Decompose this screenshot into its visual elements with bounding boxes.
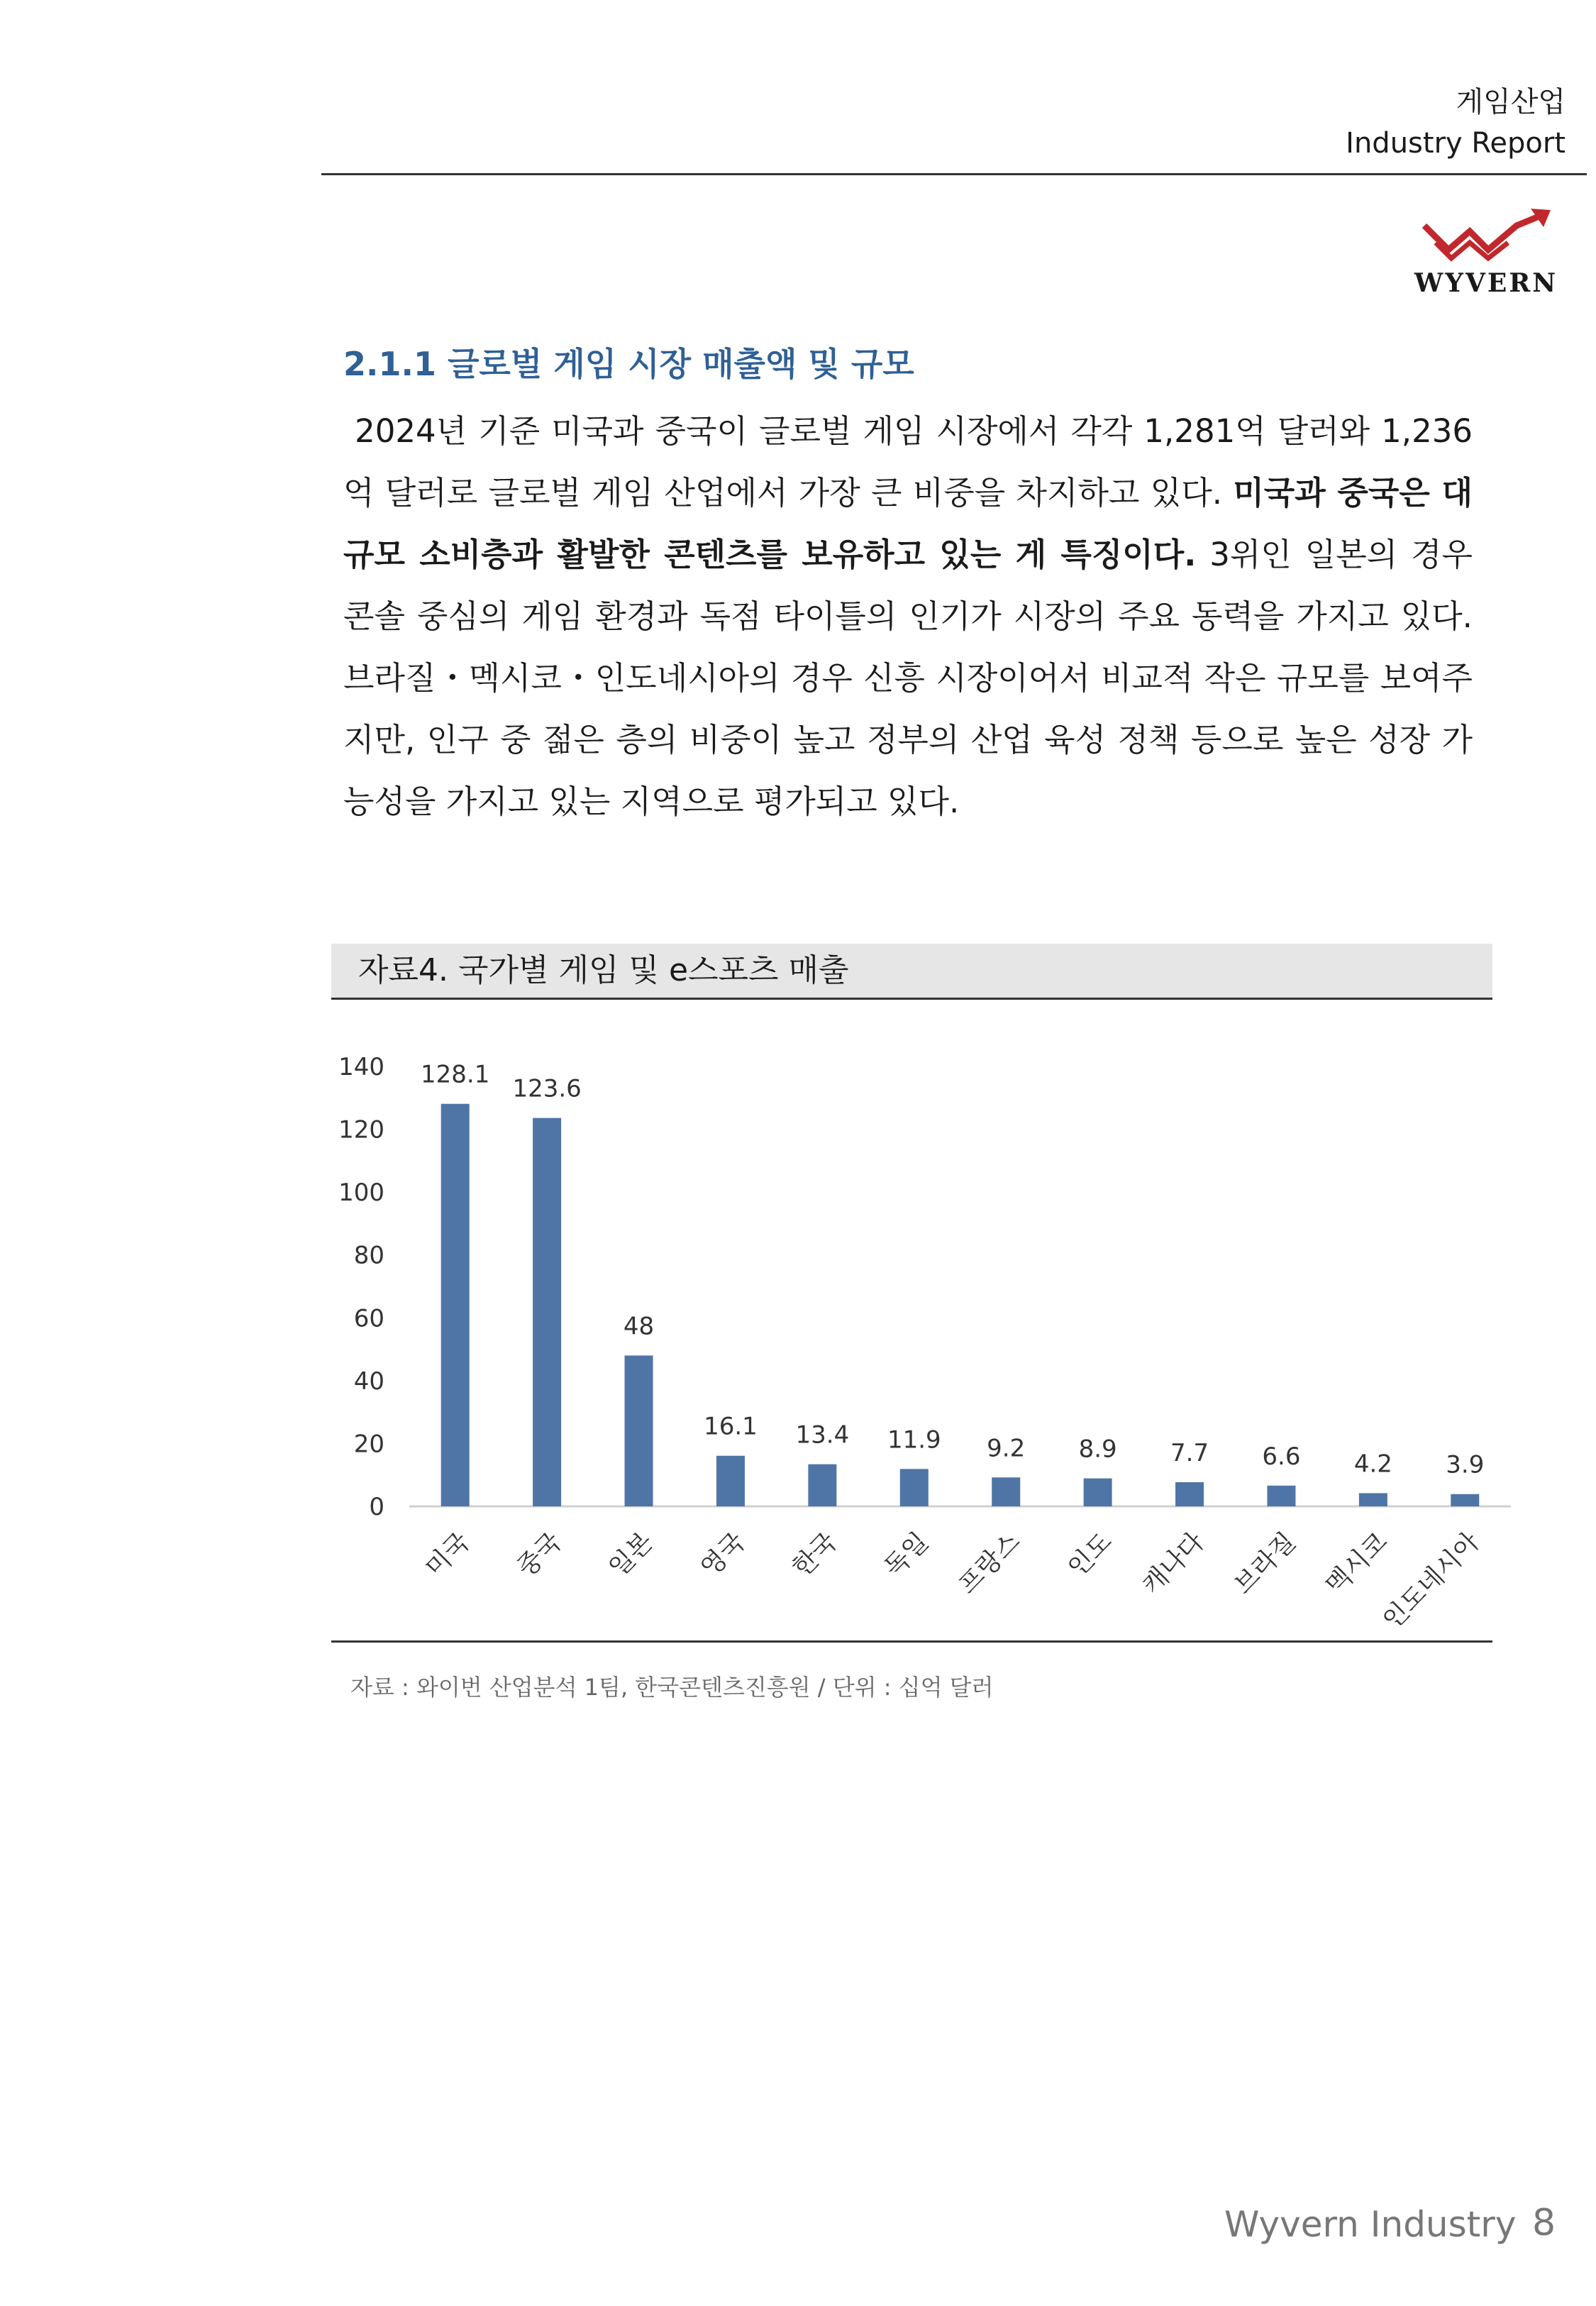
y-tick-label: 20	[353, 1430, 384, 1459]
x-tick-label: 인도네시아	[1377, 1527, 1485, 1635]
data-label: 128.1	[421, 1060, 490, 1089]
page-number: 8	[1532, 2202, 1556, 2244]
data-label: 3.9	[1446, 1450, 1485, 1479]
x-tick-label: 브라질	[1229, 1527, 1302, 1601]
bar	[1267, 1486, 1295, 1506]
x-tick-label: 캐나다	[1136, 1527, 1210, 1601]
data-label: 123.6	[512, 1074, 582, 1103]
x-tick-label: 멕시코	[1320, 1527, 1394, 1601]
header-divider	[321, 173, 1587, 175]
data-label: 11.9	[887, 1425, 941, 1455]
figure-bottom-divider	[331, 1640, 1492, 1643]
paragraph-bold-text: 미국과 중국은 대규모 소비층과 활발한 콘텐츠를 보유하고 있는 게 특징이다.	[343, 474, 1473, 573]
x-tick-label: 한국	[787, 1527, 843, 1583]
y-tick-label: 60	[353, 1304, 384, 1333]
bar	[1175, 1482, 1204, 1506]
paragraph-text-2: 3위인 일본의 경우 콘솔 중심의 게임 환경과 독점 타이틀의 인기가 시장의 주요 동력을 가지고 있다. 브라질・멕시코・인도네시아의 경우 신흥 시장이어서 비교적 작은 규모를 보여주지만, 인구 중 젊은 층의 비중이 높고 정부의 산업 육성 정책 등으로 높은 성장 가능성을 가지고 있는 지역으로 평가되고 있다.	[343, 536, 1473, 820]
bar	[808, 1464, 836, 1506]
body-paragraph	[343, 400, 1473, 832]
bar	[900, 1469, 929, 1506]
bar	[533, 1118, 561, 1506]
data-label: 13.4	[795, 1420, 850, 1450]
x-tick-label: 인도	[1062, 1527, 1118, 1583]
bar	[1359, 1493, 1387, 1506]
data-label: 6.6	[1262, 1442, 1301, 1471]
logo-wordmark: WYVERN	[1414, 268, 1558, 298]
bar	[441, 1104, 470, 1506]
x-tick-label: 영국	[695, 1527, 751, 1583]
header-subtitle: Industry Report	[1346, 127, 1565, 160]
section-title: 2.1.1 글로벌 게임 시장 매출액 및 규모	[343, 345, 914, 383]
x-tick-label: 프랑스	[953, 1527, 1026, 1601]
x-tick-label: 미국	[419, 1527, 476, 1583]
data-label: 48	[623, 1312, 655, 1341]
data-label: 8.9	[1078, 1435, 1117, 1464]
x-tick-label: 중국	[511, 1527, 567, 1583]
bar	[1451, 1494, 1479, 1506]
data-label: 16.1	[704, 1412, 758, 1441]
data-label: 7.7	[1170, 1438, 1209, 1467]
y-tick-label: 80	[353, 1241, 384, 1270]
x-tick-label: 일본	[603, 1527, 659, 1583]
bar	[1084, 1479, 1112, 1506]
y-tick-label: 140	[338, 1053, 384, 1081]
y-tick-label: 0	[369, 1493, 384, 1521]
bar	[716, 1456, 745, 1506]
y-tick-label: 100	[338, 1179, 384, 1208]
paragraph-text-1: 2024년 기준 미국과 중국이 글로벌 게임 시장에서 각각 1,281억 달러와 1,236억 달러로 글로벌 게임 산업에서 가장 큰 비중을 차지하고 있다.	[343, 412, 1473, 512]
x-tick-label: 독일	[878, 1527, 935, 1583]
data-label: 4.2	[1353, 1450, 1392, 1479]
header-title: 게임산업	[1456, 86, 1565, 118]
bar-chart	[331, 1008, 1523, 1646]
figure-caption: 자료4. 국가별 게임 및 e스포츠 매출	[358, 952, 849, 988]
figure-source: 자료 : 와이번 산업분석 1팀, 한국콘텐츠진흥원 / 단위 : 십억 달러	[350, 1674, 994, 1701]
bar	[992, 1477, 1020, 1506]
data-label: 9.2	[987, 1434, 1026, 1463]
footer-brand: Wyvern Industry	[1224, 2204, 1517, 2245]
y-tick-label: 40	[353, 1367, 384, 1396]
bar	[625, 1355, 653, 1506]
figure-caption-box	[331, 944, 1492, 1000]
y-tick-label: 120	[338, 1115, 384, 1144]
